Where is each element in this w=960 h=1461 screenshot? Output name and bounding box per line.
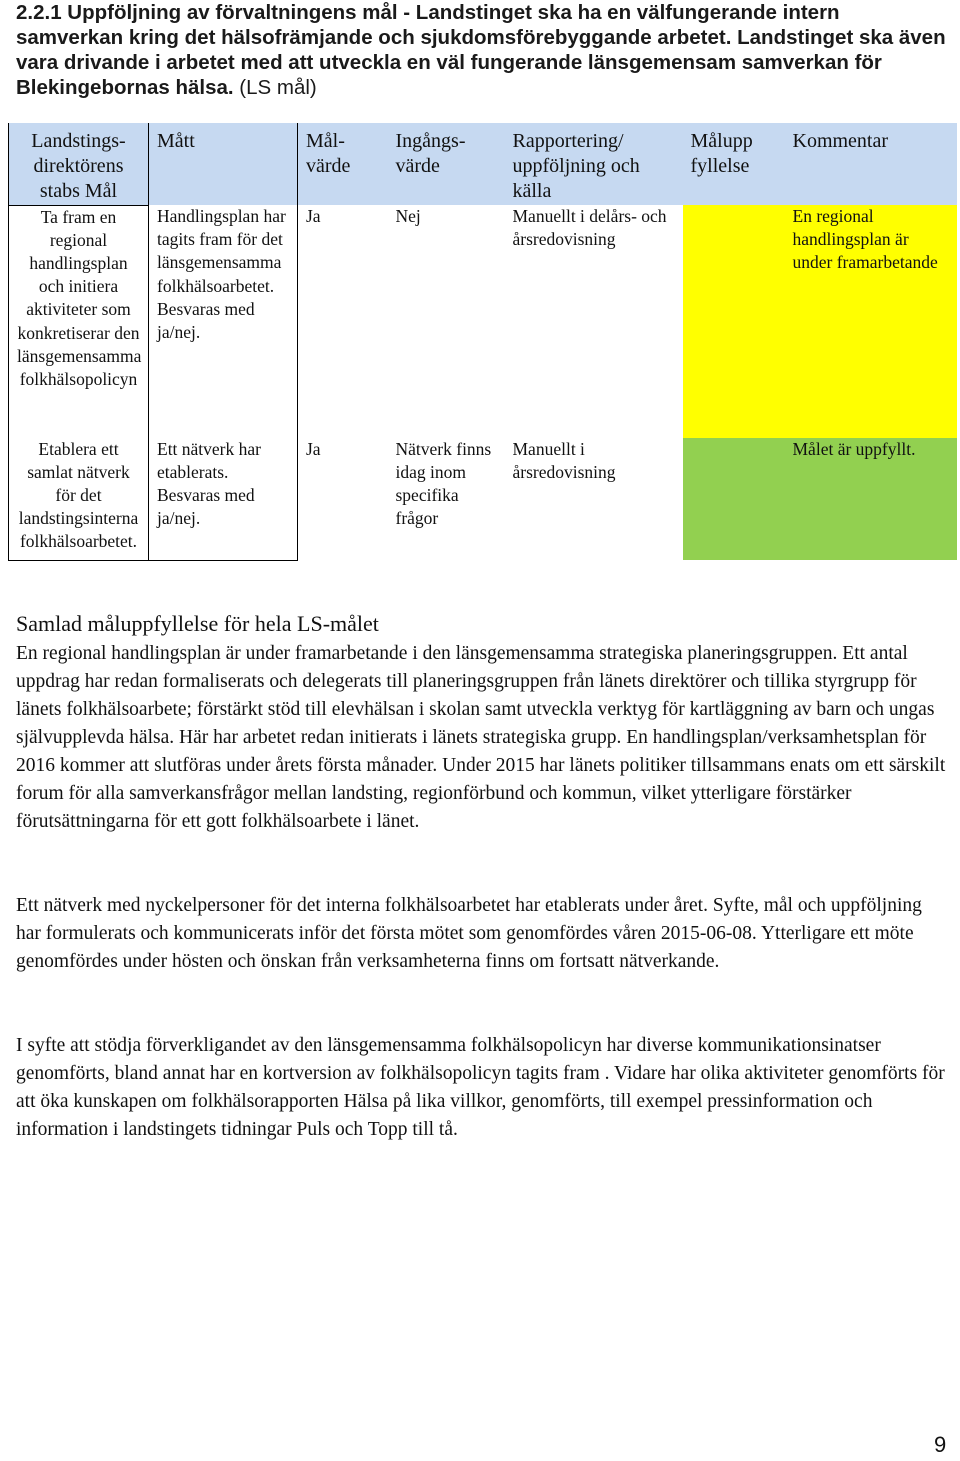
cell-comment: En regional handlingsplan är under framarbetande xyxy=(785,205,957,438)
table-row xyxy=(9,438,957,561)
cell-target: Ja xyxy=(306,206,321,226)
cell-target: Ja xyxy=(306,438,321,459)
cell-goal: Ta fram en regional handlingsplan och initiera aktiviteter som konkretiserar den länsgemensamma folkhälsopolicyn xyxy=(9,205,149,438)
section-heading-text: 2.2.1 Uppföljning av förvaltningens mål - Landstinget ska ha en välfungerande intern samverkan kring det hälsofrämjande och sjukdomsförebyggande arbetet. Landstinget ska även vara drivande i arbetet med att utveckla en väl fungerande länsgemensam samverkan för Blekingebornas hälsa. xyxy=(16,1,946,99)
section-heading-tag: (LS mål) xyxy=(233,76,317,99)
table-header-row xyxy=(9,123,957,205)
cell-reporting: Manuellt i delårs- och årsredovisning xyxy=(512,206,667,250)
header-measure: Mått xyxy=(149,123,298,205)
header-target: Mål-värde xyxy=(298,123,388,205)
header-goal: Landstings-direktörens stabs Mål xyxy=(9,123,149,205)
header-fulfillment: Målupp fyllelse xyxy=(683,123,785,205)
header-reporting: Rapportering/ uppföljning och källa xyxy=(505,123,683,205)
cell-fulfillment-status xyxy=(683,438,785,561)
section-heading xyxy=(16,0,946,100)
cell-baseline: Nej xyxy=(395,206,421,226)
cell-baseline: Nätverk finns idag inom specifika frågor xyxy=(395,438,492,529)
cell-measure: Ett nätverk har etablerats. Besvaras med ja/nej. xyxy=(149,438,298,561)
header-comment: Kommentar xyxy=(785,123,957,205)
table-row xyxy=(9,205,957,438)
cell-fulfillment-status xyxy=(683,205,785,438)
paragraph: En regional handlingsplan är under framarbetande i den länsgemensamma strategiska planeringsgruppen. Ett antal uppdrag har redan formaliserats och delegerats till planeringsgruppen från länets direktörer och tillika styrgrupp för länets folkhälsoarbete; förstärkt stöd till elevhälsan i skolan samt utveckla verktyg för kartläggning av barn och ungas självupplevda hälsa. Här har arbetet redan initierats i länets strategiska grupp. En handlingsplan/verksamhetsplan för 2016 kommer att slutföras under årets första månader. Under 2015 har länets politiker tillsammans enats om ett särskilt forum för alla samverkansfrågor mellan landsting, regionförbund och kommun, vilket ytterligare förstärker förutsättningarna för ett gott folkhälsoarbete i länet. xyxy=(16,643,946,832)
cell-measure: Handlingsplan har tagits fram för det länsgemensamma folkhälsoarbetet. Besvaras med ja/nej. xyxy=(149,205,298,438)
goals-table xyxy=(8,123,957,561)
paragraph: Ett nätverk med nyckelpersoner för det interna folkhälsoarbetet har etablerats under året. Syfte, mål och uppföljning har formulerats och kommunicerats inför det första mötet som genomfördes våren 2015-06-08. Ytterligare ett möte genomfördes under hösten och önskan från verksamheterna finns om fortsatt nätverkande. xyxy=(16,895,922,972)
header-baseline: Ingångs-värde xyxy=(388,123,505,205)
cell-reporting: Manuellt i årsredovisning xyxy=(512,438,616,482)
page-number: 9 xyxy=(934,1432,947,1457)
summary-heading: Samlad måluppfyllelse för hela LS-målet xyxy=(16,611,379,636)
cell-comment: Målet är uppfyllt. xyxy=(785,438,957,561)
paragraph: I syfte att stödja förverkligandet av den länsgemensamma folkhälsopolicyn har diverse kommunikationsinatser genomförts, bland annat har en kortversion av folkhälsopolicyn tagits fram . Vidare har olika aktiviteter genomförts för att öka kunskapen om folkhälsorapporten Hälsa på lika villkor, genomförts, till exempel pressinformation och information i landstingets tidningar Puls och Topp till tå. xyxy=(16,1035,945,1140)
cell-goal: Etablera ett samlat nätverk för det landstingsinterna folkhälsoarbetet. xyxy=(9,438,149,561)
